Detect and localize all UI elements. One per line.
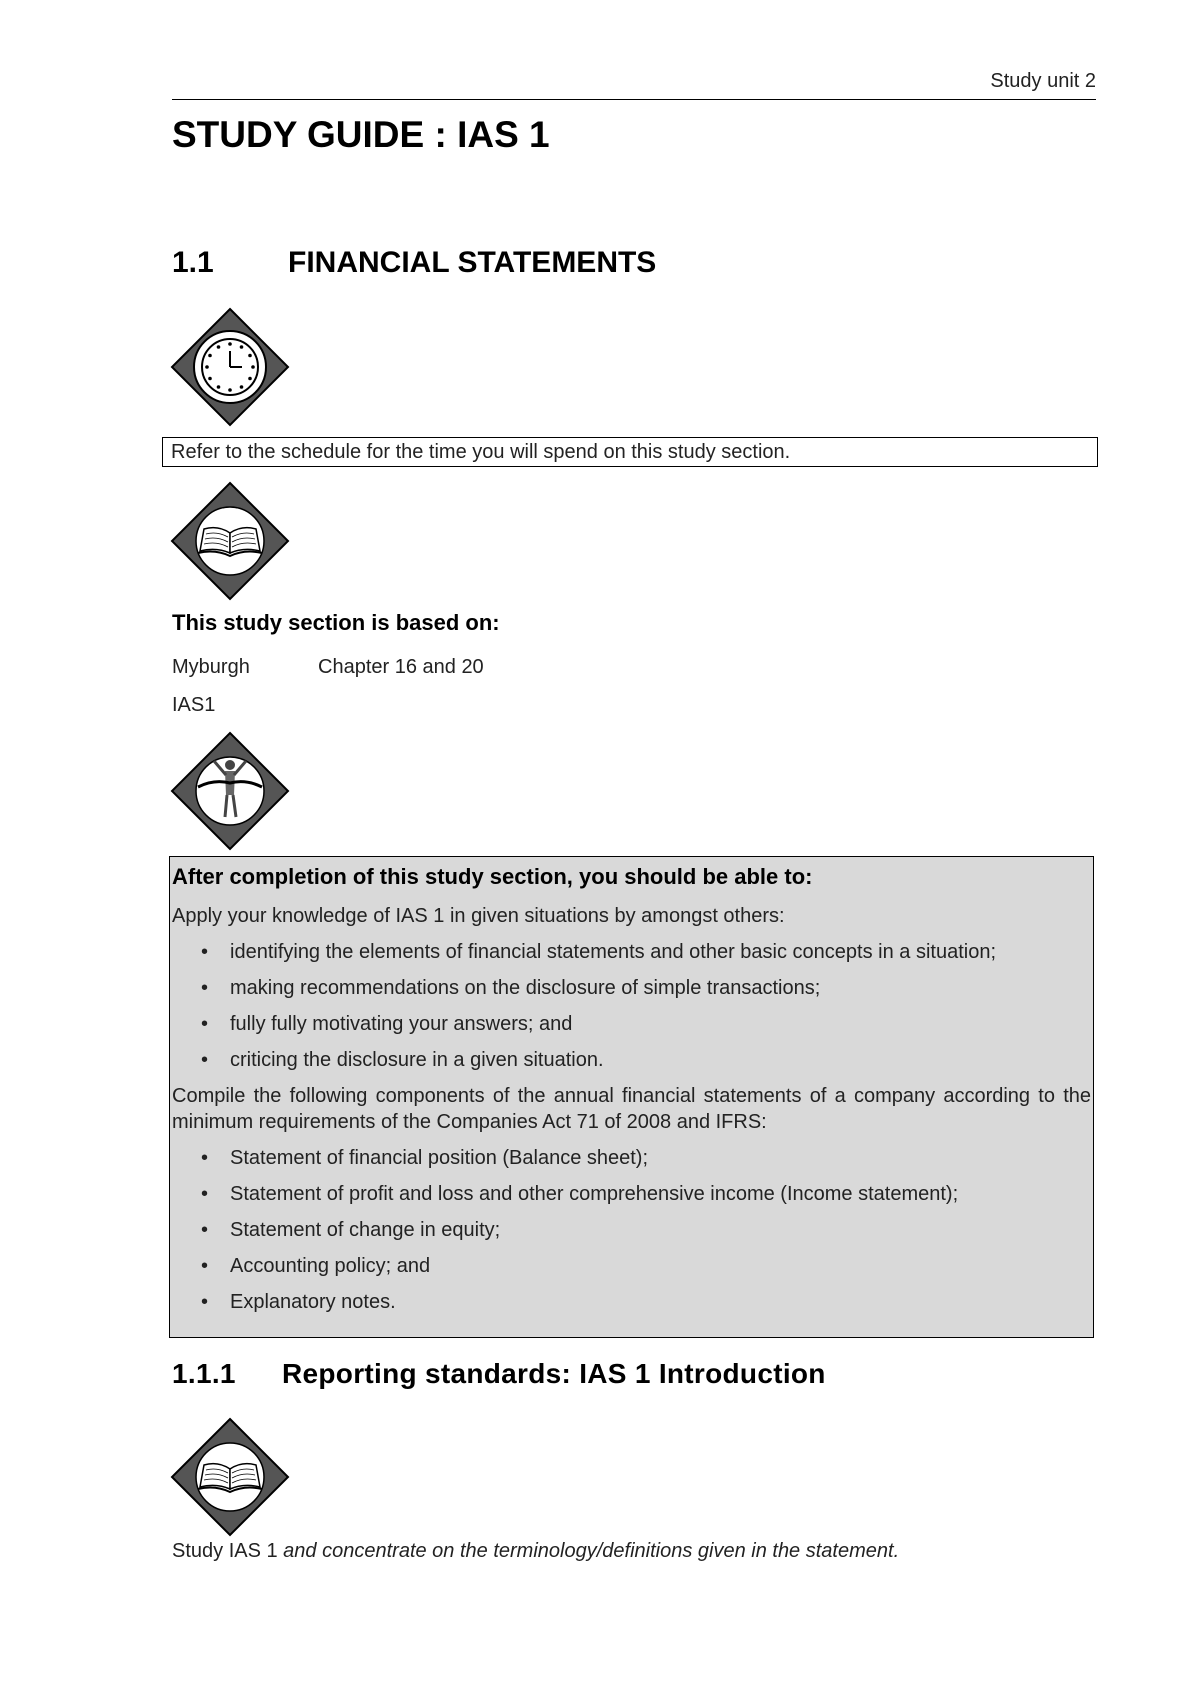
list-item: • Statement of financial position (Balance sheet);	[172, 1145, 1091, 1171]
header-divider	[172, 99, 1096, 100]
reference-line	[172, 656, 484, 679]
subsection-heading	[172, 1358, 826, 1390]
runner-finish-icon	[170, 731, 290, 851]
study-instruction-lead: Study IAS 1	[172, 1540, 278, 1562]
list-item: • Statement of change in equity;	[172, 1217, 1091, 1243]
outcomes-list	[172, 939, 1091, 1073]
open-book-icon	[170, 1417, 290, 1537]
list-item: • criticing the disclosure in a given situation.	[172, 1047, 1091, 1073]
list-item: • identifying the elements of financial statements and other basic concepts in a situation;	[172, 939, 1091, 965]
reference-source: Myburgh	[172, 656, 250, 678]
study-instruction-rest: and concentrate on the terminology/definitions given in the statement.	[277, 1540, 900, 1562]
page-title: STUDY GUIDE : IAS 1	[172, 114, 550, 155]
components-list	[172, 1145, 1091, 1315]
list-item: • Statement of profit and loss and other comprehensive income (Income statement);	[172, 1181, 1091, 1207]
list-item: • Accounting policy; and	[172, 1253, 1091, 1279]
reference-source: IAS1	[172, 694, 216, 716]
clock-icon	[170, 307, 290, 427]
study-instruction	[172, 1540, 899, 1563]
list-item: • making recommendations on the disclosure of simple transactions;	[172, 975, 1091, 1001]
list-item: • Explanatory notes.	[172, 1289, 1091, 1315]
section-title: FINANCIAL STATEMENTS	[288, 246, 657, 279]
time-note-box: Refer to the schedule for the time you will spend on this study section.	[162, 437, 1098, 467]
outcomes-heading: After completion of this study section, you should be able to:	[172, 864, 813, 889]
compile-intro: Compile the following components of the annual financial statements of a company according to the minimum requirements of the Companies Act 71 of 2008 and IFRS:	[172, 1084, 1091, 1133]
subsection-title: Reporting standards: IAS 1 Introduction	[282, 1358, 826, 1389]
list-item: • fully fully motivating your answers; and	[172, 1011, 1091, 1037]
section-number: 1.1	[172, 246, 214, 279]
learning-outcomes-box	[169, 856, 1094, 1338]
study-unit-label: Study unit 2	[990, 70, 1096, 92]
subsection-number: 1.1.1	[172, 1358, 236, 1389]
reference-detail: Chapter 16 and 20	[318, 656, 484, 678]
section-heading	[172, 246, 656, 280]
open-book-icon	[170, 481, 290, 601]
reference-line	[172, 694, 318, 717]
outcomes-intro: Apply your knowledge of IAS 1 in given situations by amongst others:	[172, 904, 785, 927]
study-basis-heading: This study section is based on:	[172, 610, 500, 635]
